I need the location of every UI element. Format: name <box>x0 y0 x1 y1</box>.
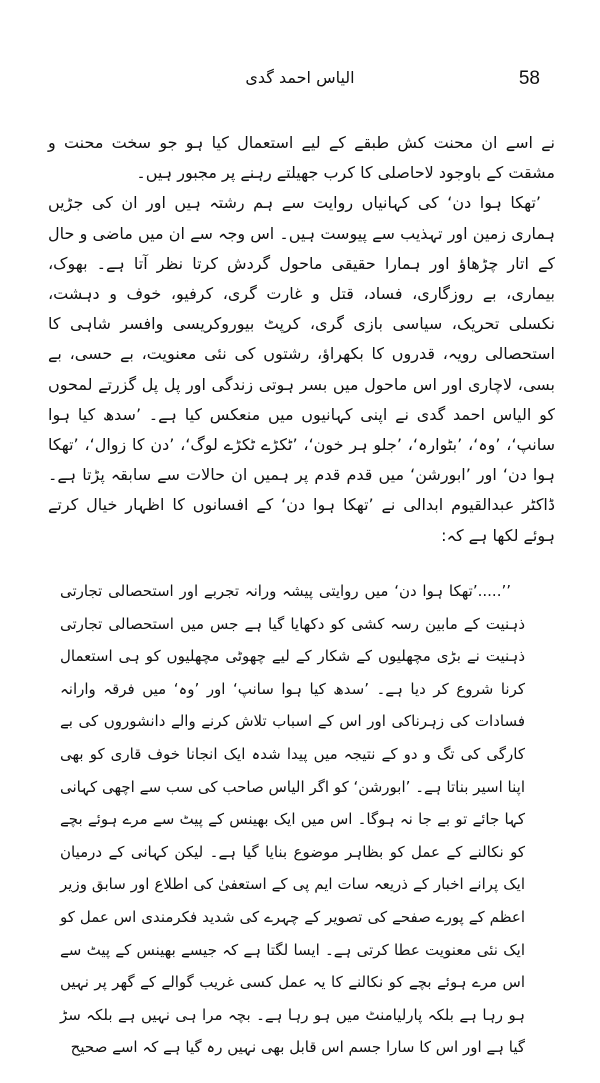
paragraph-2: ’تھکا ہوا دن‘ کی کہانیاں روایت سے ہم رشتہ ہیں اور ان کی جڑیں ہماری زمین اور تہذیب سے پیوست ہیں۔ اس وجہ سے ان میں ماضی و حال کے اتار چڑھاؤ اور ہمارا حقیقی ماحول گردش کرتا نظر آتا ہے۔ بھوک، بیماری، بے روزگاری، فساد، قتل و غارت گری، کرفیو، خوف و دہشت، نکسلی تحریک، سیاسی بازی گری، کرپٹ بیوروکریسی وافسر شاہی کا استحصالی رویہ، قدروں کا بکھراؤ، رشتوں کی نئی معنویت، بے حسی، بے بسی، لاچاری اور اس ماحول میں بسر ہوتی زندگی اور پل پل گزرتے لمحوں کو الیاس احمد گدی نے اپنی کہانیوں میں منعکس کیا ہے۔ ’سدھ کیا ہوا سانپ‘، ’وہ‘، ’بٹوارہ‘، ’جلو ہر خون‘، ’ٹکڑے ٹکڑے لوگ‘، ’دن کا زوال‘، ’تھکا ہوا دن‘ اور ’ابورشن‘ میں قدم قدم پر ہمیں ان حالات سے سابقہ پڑتا ہے۔ ڈاکٹر عبدالقیوم ابدالی نے ’تھکا ہوا دن‘ کے افسانوں کا اظہار خیال کرتے ہوئے لکھا ہے کہ: <box>48 193 555 545</box>
running-title: الیاس احمد گدی <box>245 68 355 87</box>
body-text <box>48 128 555 551</box>
page-header <box>60 62 540 102</box>
page-number: 58 <box>518 68 540 89</box>
block-quote <box>60 575 525 1064</box>
quote-text: ’’.....’تھکا ہوا دن‘ میں روایتی پیشہ ورانہ تجربے اور استحصالی تجارتی ذہنیت کے مابین رسہ کشی کو دکھایا گیا ہے جس میں استحصالی تجارتی ذہنیت نے بڑی مچھلیوں کے شکار کے لیے چھوٹی مچھلیوں کو ہی استعمال کرنا شروع کر دیا ہے۔ ’سدھ کیا ہوا سانپ‘ اور ’وہ‘ میں فرقہ وارانہ فسادات کی زہرناکی اور اس کے اسباب تلاش کرنے والے دانشوروں کی بے کارگی کی تگ و دو کے نتیجہ میں پیدا شدہ ایک انجانا خوف قاری کو بھی اپنا اسیر بناتا ہے۔ ’ابورشن‘ کو اگر الیاس صاحب کی سب سے اچھی کہانی کہا جائے تو بے جا نہ ہوگا۔ اس میں ایک بھینس کے پیٹ سے مرے ہوئے بچے کو نکالنے کے عمل کو بظاہر موضوع بنایا گیا ہے۔ لیکن کہانی کے درمیان ایک پرانے اخبار کے ذریعہ سات ایم پی کے استعفیٰ کی اطلاع اور سابق وزیر اعظم کے پورے صفحے کی تصویر کے چہرے کی شدید فکرمندی اس عمل کو ایک نئی معنویت عطا کرتی ہے۔ ایسا لگتا ہے کہ جیسے بھینس کے پیٹ سے اس مرے ہوئے بچے کو نکالنے کا یہ عمل کسی غریب گوالے کے گھر پر نہیں ہو رہا ہے بلکہ پارلیامنٹ میں ہو رہا ہے۔ بچہ مرا ہی نہیں ہے بلکہ سڑ گیا ہے اور اس کا سارا جسم اس قابل بھی نہیں رہ گیا ہے کہ اسے صحیح <box>60 582 525 1057</box>
paragraph-1: نے اسے ان محنت کش طبقے کے لیے استعمال کیا ہو جو سخت محنت و مشقت کے باوجود لاحاصلی کا کرب جھیلتے رہنے پر مجبور ہیں۔ <box>48 133 555 183</box>
